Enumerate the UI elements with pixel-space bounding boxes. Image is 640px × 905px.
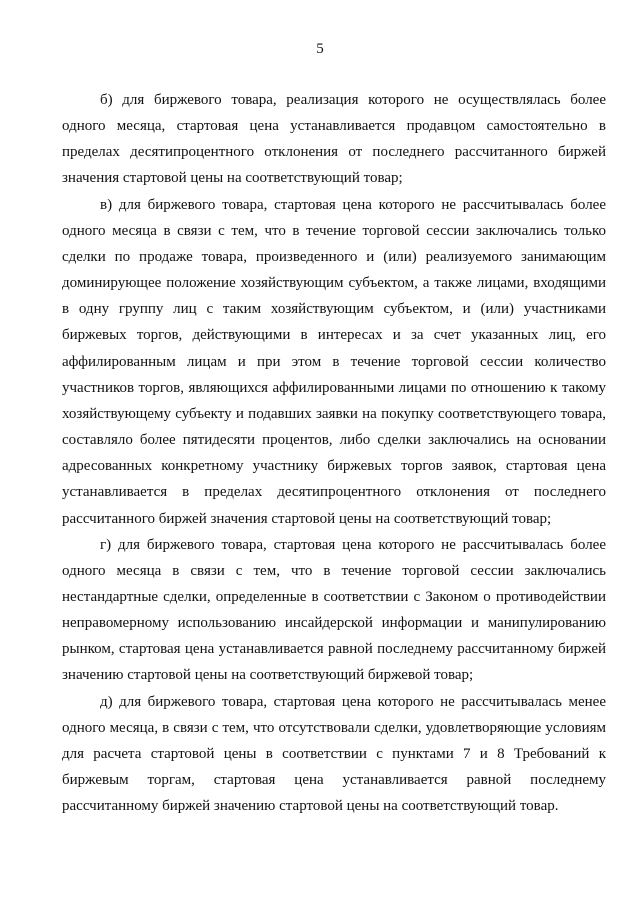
paragraph-v: в) для биржевого товара, стартовая цена которого не рассчитывалась более одного месяца в связи с тем, что в течение торговой сессии заключались только сделки по продаже товара, произведенного и (или) реализуемого занимающим доминирующее положение хозяйствующим субъектом, а также лицами, входящими в одну группу лиц с таким хозяйствующим субъектом, и (или) участниками биржевых торгов, действующими в интересах и за счет указанных лиц, его аффилированным лицам и при этом в течение торговой сессии количество участников торгов, являющихся аффилированными лицами по отношению к такому хозяйствующему субъекту и подавших заявки на покупку соответствующего товара, составляло более пятидесяти процентов, либо сделки заключались на основании адресованных конкретному участнику биржевых торгов заявок, стартовая цена устанавливается в пределах десятипроцентного отклонения от последнего рассчитанного биржей значения стартовой цены на соответствующий товар; <box>62 196 606 527</box>
paragraph-g: г) для биржевого товара, стартовая цена которого не рассчитывалась более одного месяца в связи с тем, что в течение торговой сессии заключались нестандартные сделки, определенные в соответствии с Законом о противодействии неправомерному использованию инсайдерской информации и манипулированию рынком, стартовая цена устанавливается равной последнему рассчитанному биржей значению стартовой цены на соответствующий биржевой товар; <box>62 536 606 684</box>
paragraph-d: д) для биржевого товара, стартовая цена которого не рассчитывалась менее одного месяца, в связи с тем, что отсутствовали сделки, удовлетворяющие условиям для расчета стартовой цены в соответствии с пунктами 7 и 8 Требований к биржевым торгам, стартовая цена устанавливается равной последнему рассчитанному биржей значению стартовой цены на соответствующий товар. <box>62 693 606 815</box>
document-body <box>62 87 606 819</box>
paragraph-b: б) для биржевого товара, реализация которого не осуществлялась более одного месяца, стартовая цена устанавливается продавцом самостоятельно в пределах десятипроцентного отклонения от последнего рассчитанного биржей значения стартовой цены на соответствующий товар; <box>62 92 606 187</box>
page-number: 5 <box>316 41 324 57</box>
